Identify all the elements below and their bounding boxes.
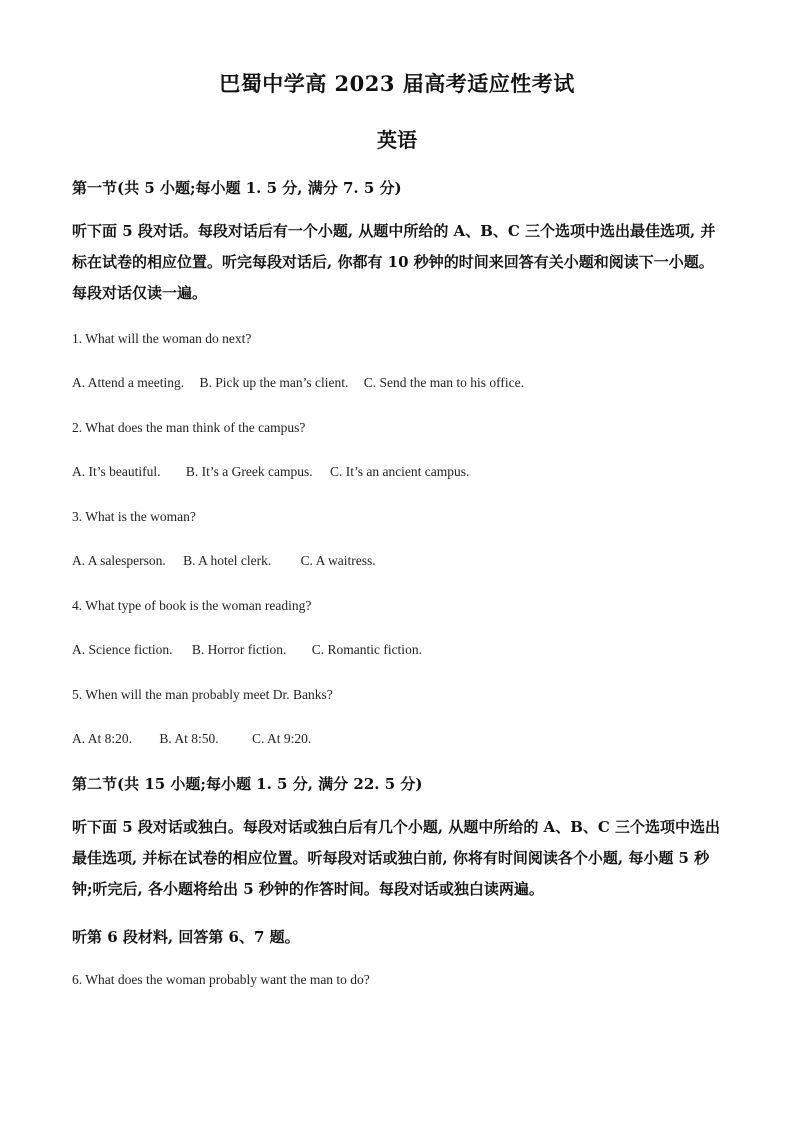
exam-title: 巴蜀中学高 2023 届高考适应性考试: [219, 71, 575, 96]
material-6-heading: 听第 6 段材料, 回答第 6、7 题。: [72, 928, 300, 946]
question-6-stem: 6. What does the woman probably want the man to do?: [72, 972, 370, 987]
question-2-stem: 2. What does the man think of the campus?: [72, 420, 306, 435]
question-1-option-a: A. Attend a meeting.: [72, 375, 185, 390]
question-2-option-c: C. It’s an ancient campus.: [329, 464, 470, 479]
question-4-option-c: C. Romantic fiction.: [311, 642, 422, 657]
question-4-option-a: A. Science fiction.: [72, 642, 173, 657]
question-5-option-a: A. At 8:20.: [72, 731, 133, 746]
question-4-stem: 4. What type of book is the woman reading?: [72, 598, 312, 613]
question-2-options: [72, 464, 481, 480]
section2-instructions: 听下面 5 段对话或独白。每段对话或独白后有几个小题, 从题中所给的 A、B、C 三个选项中选出最佳选项, 并标在试卷的相应位置。听每段对话或独白前, 你将有时间阅读各个小题, 每小题 5 秒钟;听完后, 各小题将给出 5 秒钟的作答时间。每段对话或独白读两遍。: [72, 818, 721, 898]
question-1-options: [72, 375, 536, 391]
question-3-option-b: B. A hotel clerk.: [183, 553, 272, 568]
question-3-option-c: C. A waitress.: [300, 553, 376, 568]
question-3-options: [72, 553, 388, 569]
question-4-options: [72, 642, 434, 658]
question-4-option-b: B. Horror fiction.: [191, 642, 287, 657]
question-5-options: [72, 731, 323, 747]
question-1-stem: 1. What will the woman do next?: [72, 331, 252, 346]
question-5-option-c: C. At 9:20.: [252, 731, 312, 746]
section1-instructions: 听下面 5 段对话。每段对话后有一个小题, 从题中所给的 A、B、C 三个选项中选出最佳选项, 并标在试卷的相应位置。听完每段对话后, 你都有 10 秒钟的时间来回答有关小题和阅读下一小题。每段对话仅读一遍。: [72, 222, 716, 302]
question-1-option-c: C. Send the man to his office.: [363, 375, 524, 390]
question-2-option-a: A. It’s beautiful.: [72, 464, 161, 479]
question-5-stem: 5. When will the man probably meet Dr. Banks?: [72, 687, 333, 702]
question-3-stem: 3. What is the woman?: [72, 509, 196, 524]
question-1-option-b: B. Pick up the man’s client.: [199, 375, 349, 390]
question-3-option-a: A. A salesperson.: [72, 553, 166, 568]
question-2-option-b: B. It’s a Greek campus.: [185, 464, 313, 479]
section1-heading: 第一节(共 5 小题;每小题 1. 5 分, 满分 7. 5 分): [72, 179, 402, 197]
section2-heading: 第二节(共 15 小题;每小题 1. 5 分, 满分 22. 5 分): [72, 775, 423, 793]
question-5-option-b: B. At 8:50.: [159, 731, 219, 746]
subject-title: 英语: [377, 128, 417, 152]
